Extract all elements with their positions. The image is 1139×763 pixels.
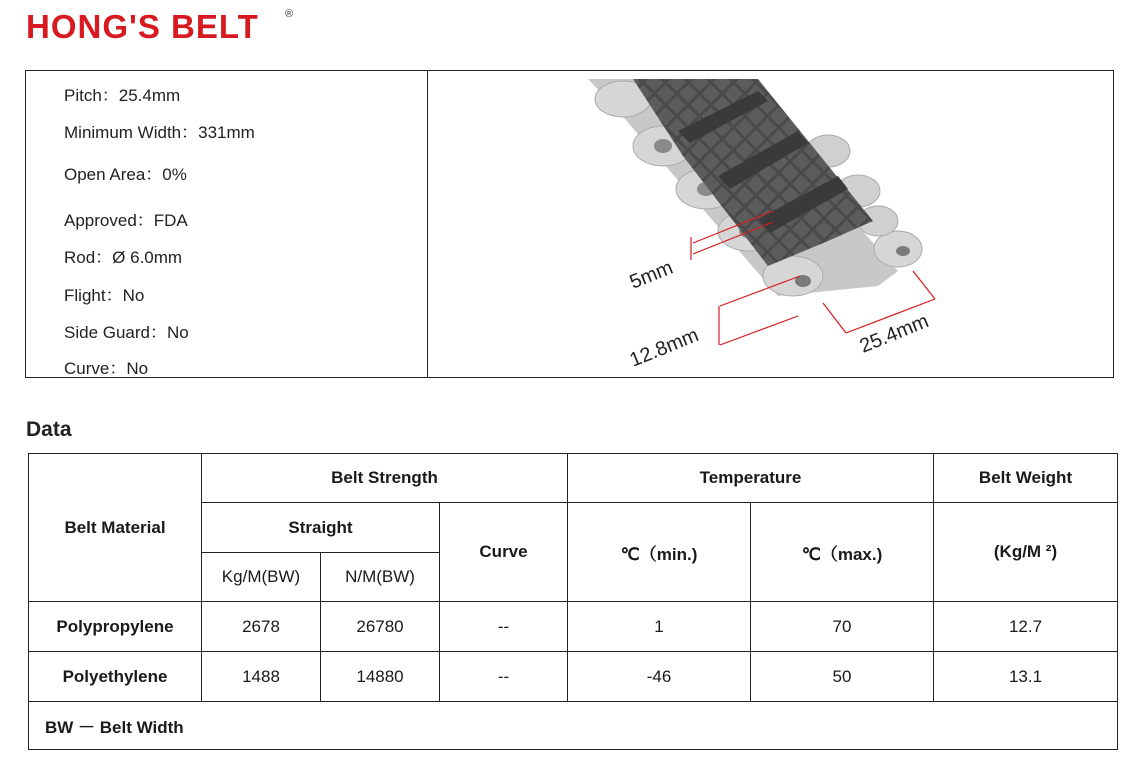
header-temp-min: ℃（min.) <box>568 503 751 602</box>
row-n: 26780 <box>321 602 440 652</box>
row-temp-min: -46 <box>568 652 751 702</box>
table-row <box>29 602 1118 652</box>
row-weight: 13.1 <box>934 652 1118 702</box>
row-temp-max: 50 <box>751 652 934 702</box>
row-material: Polyethylene <box>29 652 202 702</box>
spec-curve: Curve：No <box>64 359 149 378</box>
header-straight: Straight <box>202 503 440 553</box>
header-belt-weight: Belt Weight <box>934 454 1118 503</box>
header-n-per-m: N/M(BW) <box>321 553 440 602</box>
row-kg: 2678 <box>202 602 321 652</box>
row-n: 14880 <box>321 652 440 702</box>
row-kg: 1488 <box>202 652 321 702</box>
row-temp-max: 70 <box>751 602 934 652</box>
table-row <box>29 652 1118 702</box>
belt-data-table <box>28 453 1118 750</box>
spec-list <box>26 71 428 377</box>
table-footnote: BW － Belt Width <box>29 702 1118 750</box>
belt-figure <box>428 71 1113 377</box>
row-curve: -- <box>440 652 568 702</box>
brand-logo <box>26 8 294 48</box>
header-curve: Curve <box>440 503 568 602</box>
spec-pitch: Pitch：25.4mm <box>64 86 181 105</box>
header-weight-unit: (Kg/M ²) <box>934 503 1118 602</box>
header-belt-strength: Belt Strength <box>202 454 568 503</box>
header-temp-max: ℃（max.) <box>751 503 934 602</box>
spec-flight: Flight：No <box>64 286 145 305</box>
row-temp-min: 1 <box>568 602 751 652</box>
logo-text: HONG'S BELT <box>26 8 259 45</box>
header-temperature: Temperature <box>568 454 934 503</box>
spec-approved: Approved：FDA <box>64 211 188 230</box>
header-kg-per-m: Kg/M(BW) <box>202 553 321 602</box>
belt-illustration <box>428 71 1114 377</box>
dim-label-height: 12.8mm <box>626 324 702 372</box>
row-curve: -- <box>440 602 568 652</box>
spec-rod: Rod：Ø 6.0mm <box>64 248 183 267</box>
row-material: Polypropylene <box>29 602 202 652</box>
row-weight: 12.7 <box>934 602 1118 652</box>
header-belt-material: Belt Material <box>29 454 202 602</box>
registered-mark: ® <box>285 8 294 20</box>
dim-label-thickness: 5mm <box>626 256 677 294</box>
spec-min-width: Minimum Width：331mm <box>64 123 255 142</box>
spec-panel <box>25 70 1114 378</box>
spec-open-area: Open Area：0% <box>64 165 187 184</box>
dim-label-pitch: 25.4mm <box>856 310 932 358</box>
data-heading: Data <box>26 418 72 441</box>
spec-side-guard: Side Guard：No <box>64 323 189 342</box>
